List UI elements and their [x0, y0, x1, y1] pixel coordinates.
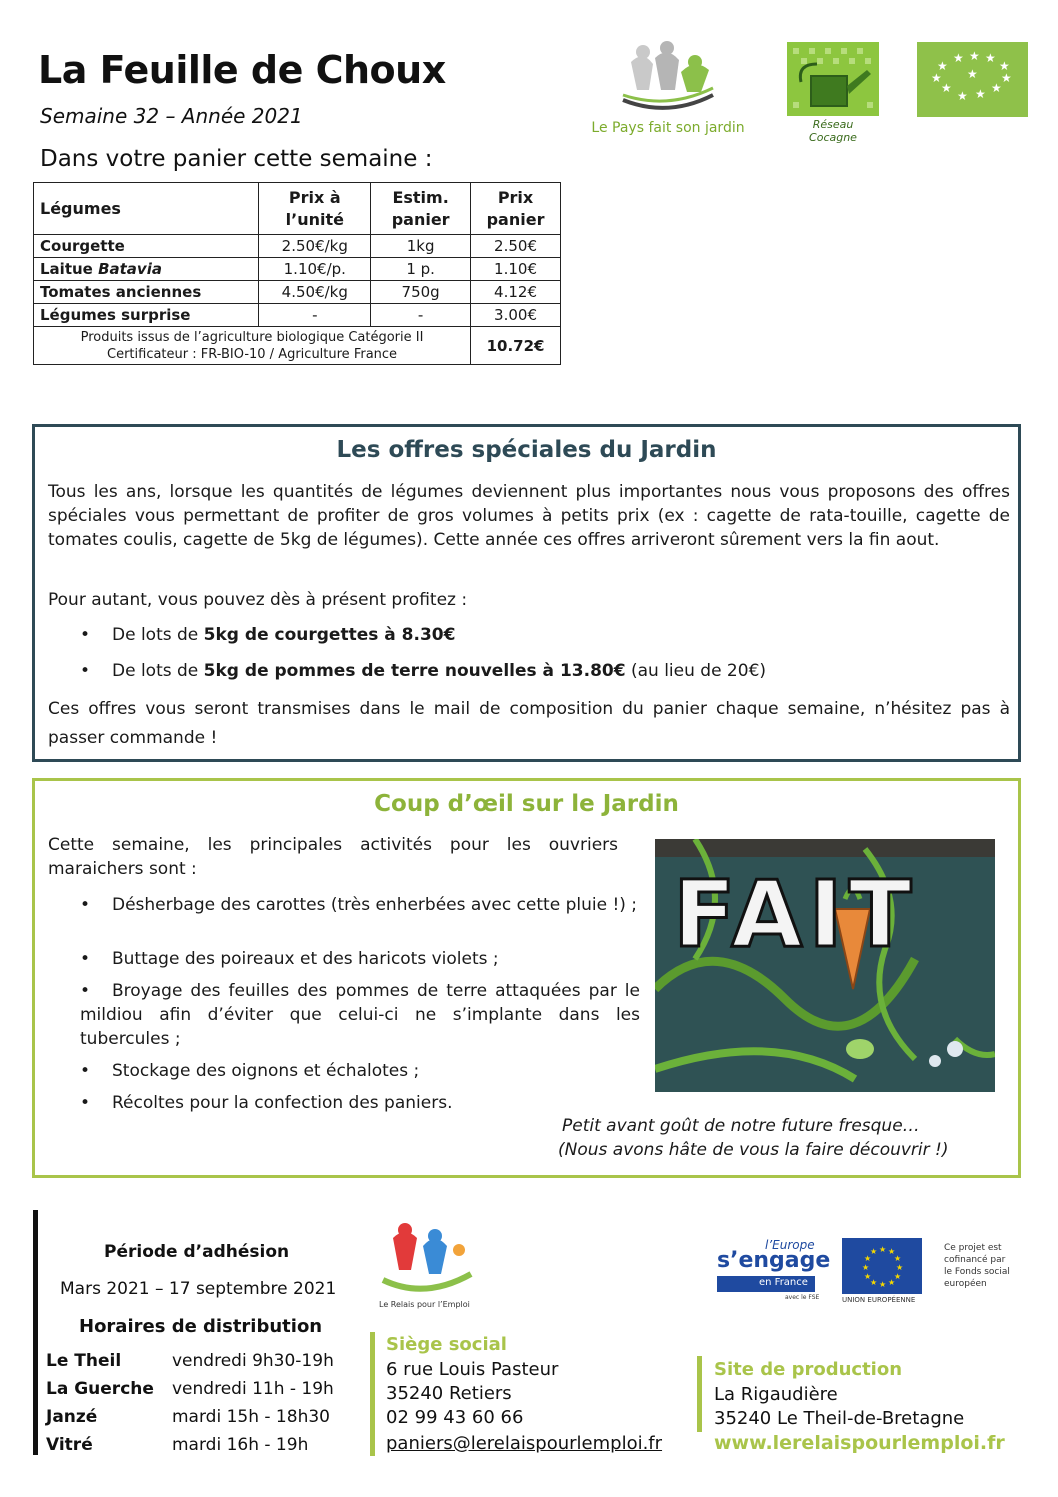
veg-variety: Batavia — [98, 260, 162, 278]
head-office-title: Siège social — [386, 1334, 507, 1355]
table-row — [34, 281, 561, 304]
unit-price: 1.10€/p. — [259, 258, 371, 281]
eu-flag — [842, 1238, 922, 1294]
mural-caption-line-2: (Nous avons hâte de vous la faire découvrir !) — [558, 1140, 949, 1160]
veg-name-cell — [34, 258, 259, 281]
basket-price: 4.12€ — [471, 281, 561, 304]
svg-text:★: ★ — [879, 1280, 887, 1289]
bullet-icon: • — [80, 625, 91, 645]
svg-text:★: ★ — [957, 89, 968, 103]
svg-text:★: ★ — [931, 71, 942, 85]
estimate: 1 p. — [371, 258, 471, 281]
activity-text: Stockage des oignons et échalotes ; — [112, 1061, 420, 1081]
svg-text:★: ★ — [864, 1272, 872, 1281]
certification-line-2: Certificateur : FR-BIO-10 / Agriculture France — [107, 346, 398, 362]
garden-overview-box — [32, 778, 1021, 1178]
svg-text:★: ★ — [888, 1278, 896, 1287]
week-subtitle: Semaine 32 – Année 2021 — [40, 104, 303, 128]
basket-heading: Dans votre panier cette semaine : — [40, 146, 433, 172]
basket-price: 3.00€ — [471, 304, 561, 327]
offers-closing-paragraph: Ces offres vous seront transmises dans le mail de composition du panier chaque semaine, n’hésitez pas à passer commande ! — [48, 699, 1010, 748]
production-site-line: 35240 Le Theil-de-Bretagne — [714, 1408, 965, 1429]
pays-logo-caption: Le Pays fait son jardin — [591, 120, 745, 136]
svg-text:★: ★ — [937, 59, 948, 73]
eu-organic-leaf-logo — [917, 42, 1028, 117]
activity-text: Récoltes pour la confection des paniers. — [112, 1093, 453, 1113]
unit-price: 2.50€/kg — [259, 235, 371, 258]
pays-fait-son-jardin-logo — [583, 40, 753, 140]
cocagne-logo-caption: Réseau Cocagne — [809, 118, 857, 144]
basket-price: 1.10€ — [471, 258, 561, 281]
europe-engage-sub: en France — [759, 1277, 808, 1288]
production-site-line: La Rigaudière — [714, 1384, 838, 1405]
mural-caption-line-1: Petit avant goût de notre future fresque… — [562, 1116, 920, 1136]
veg-name: Tomates anciennes — [34, 281, 259, 304]
svg-text:★: ★ — [967, 67, 978, 81]
mural-photo — [655, 839, 995, 1092]
distribution-hours-title: Horaires de distribution — [79, 1316, 323, 1337]
svg-text:★: ★ — [894, 1254, 902, 1263]
europe-engage-fse: avec le FSE — [785, 1294, 820, 1301]
bullet-icon: • — [80, 981, 91, 1001]
head-office-phone: 02 99 43 60 66 — [386, 1407, 524, 1428]
head-office-address-line: 35240 Retiers — [386, 1383, 512, 1404]
veg-name: Laitue — [40, 260, 99, 278]
table-footer-row — [34, 327, 561, 365]
basket-price: 2.50€ — [471, 235, 561, 258]
production-site-title: Site de production — [714, 1359, 903, 1380]
table-row — [34, 258, 561, 281]
schedule-place: Janzé — [46, 1407, 98, 1427]
svg-text:★: ★ — [870, 1247, 878, 1256]
bullet-icon: • — [80, 661, 91, 681]
table-row — [34, 304, 561, 327]
svg-text:★: ★ — [975, 87, 986, 101]
activity-text: Désherbage des carottes (très enherbées avec cette pluie !) ; — [112, 895, 638, 915]
bullet-icon: • — [80, 949, 91, 969]
offer-suffix: (au lieu de 20€) — [625, 661, 767, 681]
footer-divider-left — [33, 1210, 38, 1455]
europe-engage-top: l’Europe — [765, 1238, 815, 1252]
unit-price: - — [259, 304, 371, 327]
svg-text:★: ★ — [991, 81, 1002, 95]
offer-text: De lots de — [112, 625, 204, 645]
offer-highlight: 5kg de courgettes à 8.30€ — [203, 625, 456, 645]
offer-text: De lots de — [112, 661, 204, 681]
svg-text:★: ★ — [953, 51, 964, 65]
offers-intro-paragraph: Tous les ans, lorsque les quantités de légumes deviennent plus importantes nous vous proposons des offres spéciales vous permettant de profiter de gros volumes à petits prix (ex : cagette de rata-touille, cagette de tomates coulis, cagette de 5kg de légumes). Cette année ces offres arriveront sûrement vers la fin aout. — [48, 482, 1010, 550]
svg-text:★: ★ — [969, 49, 980, 63]
schedule-place: Le Theil — [46, 1351, 122, 1371]
certification-line-1: Produits issus de l’agriculture biologique Catégorie II — [80, 329, 424, 345]
europe-engage-logo — [713, 1238, 831, 1304]
estimate: 750g — [371, 281, 471, 304]
footer-divider-right — [697, 1356, 702, 1432]
col-header-unit-price: Prix à l’unité — [259, 183, 371, 235]
svg-text:★: ★ — [879, 1245, 887, 1254]
europe-engage-main: s’engage — [717, 1248, 831, 1273]
bullet-icon: • — [80, 1061, 91, 1081]
activity-item — [80, 979, 640, 1051]
veg-name: Légumes surprise — [34, 304, 259, 327]
activity-item — [80, 947, 640, 971]
eu-stars-icon — [842, 1238, 922, 1294]
activity-item — [80, 893, 640, 917]
table-row — [34, 235, 561, 258]
membership-period: Mars 2021 – 17 septembre 2021 — [60, 1279, 337, 1299]
svg-text:★: ★ — [941, 81, 952, 95]
watering-can-icon — [787, 42, 879, 116]
veg-name: Courgette — [34, 235, 259, 258]
svg-text:★: ★ — [896, 1263, 904, 1272]
newsletter-title: La Feuille de Choux — [38, 48, 446, 92]
svg-text:★: ★ — [1001, 71, 1012, 85]
special-offers-box — [32, 424, 1021, 762]
mural-lettering: FAIT — [673, 861, 918, 968]
people-figures-icon — [375, 1220, 475, 1296]
garden-title: Coup d’œil sur le Jardin — [374, 791, 679, 817]
svg-text:★: ★ — [894, 1272, 902, 1281]
col-header-estimate: Estim. panier — [371, 183, 471, 235]
estimate: - — [371, 304, 471, 327]
svg-text:★: ★ — [864, 1254, 872, 1263]
basket-table — [33, 182, 561, 365]
estimate: 1kg — [371, 235, 471, 258]
organic-leaf-icon — [917, 42, 1028, 117]
eu-funding-note: Ce projet est cofinancé par le Fonds social européen — [944, 1243, 1010, 1289]
col-header-vegetables: Légumes — [34, 183, 259, 235]
footer-divider-middle — [370, 1332, 375, 1456]
activity-item — [80, 1059, 640, 1083]
reseau-cocagne-logo — [787, 42, 879, 144]
unit-price: 4.50€/kg — [259, 281, 371, 304]
bullet-icon: • — [80, 895, 91, 915]
eu-label: UNION EUROPÉENNE — [842, 1296, 916, 1304]
bullet-icon: • — [80, 1093, 91, 1113]
offers-title: Les offres spéciales du Jardin — [336, 437, 717, 463]
relais-logo-caption: Le Relais pour l’Emploi — [379, 1300, 470, 1309]
membership-period-title: Période d’adhésion — [104, 1242, 290, 1262]
activity-text: Buttage des poireaux et des haricots violets ; — [112, 949, 499, 969]
activity-item — [80, 1091, 640, 1115]
head-office-address-line: 6 rue Louis Pasteur — [386, 1359, 559, 1380]
schedule-time: mardi 16h - 19h — [172, 1435, 309, 1455]
schedule-time: vendredi 9h30-19h — [172, 1351, 334, 1371]
schedule-time: mardi 15h - 18h30 — [172, 1407, 330, 1427]
schedule-place: Vitré — [46, 1435, 93, 1455]
activity-text: Broyage des feuilles des pommes de terre attaquées par le mildiou afin d’éviter que celui-ci ne s’implante dans les tubercules ; — [80, 981, 640, 1049]
svg-text:★: ★ — [888, 1247, 896, 1256]
col-header-basket-price: Prix panier — [471, 183, 561, 235]
garden-intro: Cette semaine, les principales activités pour les ouvriers maraichers sont : — [48, 835, 618, 879]
certification-note — [34, 327, 471, 365]
email-link[interactable]: paniers@lerelaispourlemploi.fr — [386, 1433, 663, 1454]
svg-text:★: ★ — [999, 59, 1010, 73]
offer-highlight: 5kg de pommes de terre nouvelles à 13.80€ — [203, 661, 626, 681]
svg-text:★: ★ — [870, 1278, 878, 1287]
offers-lead-paragraph: Pour autant, vous pouvez dès à présent profitez : — [48, 590, 468, 610]
relais-pour-emploi-logo — [375, 1220, 485, 1320]
website-link[interactable]: www.lerelaispourlemploi.fr — [714, 1432, 1005, 1454]
schedule-time: vendredi 11h - 19h — [172, 1379, 334, 1399]
svg-text:★: ★ — [862, 1263, 870, 1272]
schedule-place: La Guerche — [46, 1379, 154, 1399]
basket-total: 10.72€ — [471, 327, 561, 365]
people-figures-icon — [583, 40, 753, 120]
svg-text:★: ★ — [985, 51, 996, 65]
